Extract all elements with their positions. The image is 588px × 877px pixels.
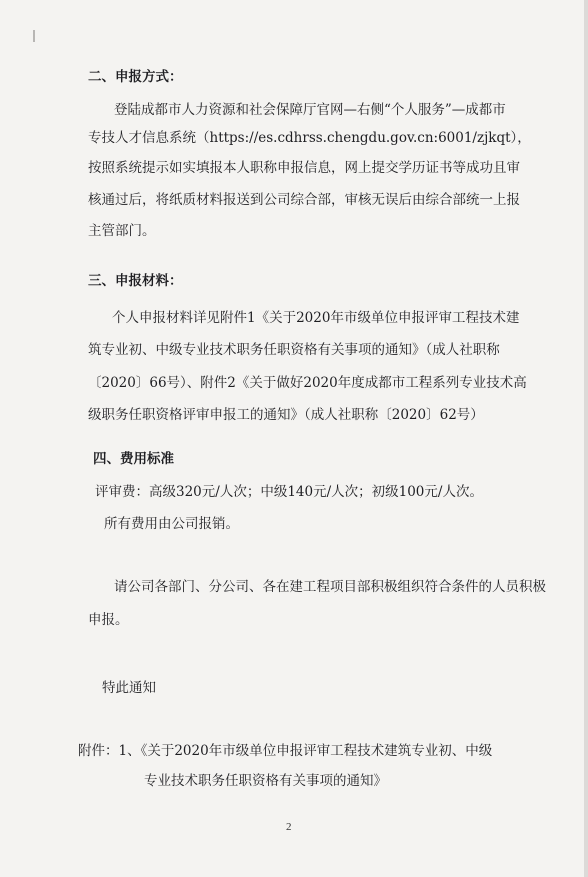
fee-line: 评审费：高级320元/人次；中级140元/人次；初级100元/人次。 [95, 484, 483, 500]
section4-heading: 四、费用标准 [93, 451, 174, 467]
scan-edge-shadow [584, 0, 588, 877]
section2-heading: 二、申报方式： [88, 69, 183, 85]
section3-heading: 三、申报材料： [88, 273, 183, 289]
page-number: 2 [286, 821, 292, 833]
request-line-2: 申报。 [88, 612, 129, 628]
section3-line-4: 级职务任职资格评审申报工的通知》（成人社职称〔2020〕62号） [88, 407, 484, 423]
section3-line-1: 个人申报材料详见附件1《关于2020年市级单位申报评审工程技术建 [112, 310, 520, 326]
reimburse-line: 所有费用由公司报销。 [104, 516, 239, 532]
section2-line-1: 登陆成都市人力资源和社会保障厅官网—右侧“个人服务”—成都市 [114, 102, 506, 118]
request-line-1: 请公司各部门、分公司、各在建工程项目部积极组织符合条件的人员积极 [114, 579, 546, 595]
closing-text: 特此通知 [102, 680, 156, 696]
section3-line-2: 筑专业初、中级专业技术职务任职资格有关事项的通知》（成人社职称 [88, 342, 500, 358]
section2-line-3: 按照系统提示如实填报本人职称申报信息，网上提交学历证书等成功且审 [88, 160, 520, 176]
section3-line-3: 〔2020〕66号）、附件2《关于做好2020年度成都市工程系列专业技术高 [88, 375, 527, 391]
section2-line-2: 专技人才信息系统（https://es.cdhrss.chengdu.gov.cn:6001/zjkqt）， [88, 130, 531, 146]
attachment-line-2: 专业技术职务任职资格有关事项的通知》 [144, 773, 387, 789]
attachment-line-1: 附件：1、《关于2020年市级单位申报评审工程技术建筑专业初、中级 [78, 743, 493, 759]
scan-speck [33, 30, 35, 42]
section2-line-5: 主管部门。 [88, 223, 156, 239]
section2-line-4: 核通过后，将纸质材料报送到公司综合部，审核无误后由综合部统一上报 [88, 192, 520, 208]
